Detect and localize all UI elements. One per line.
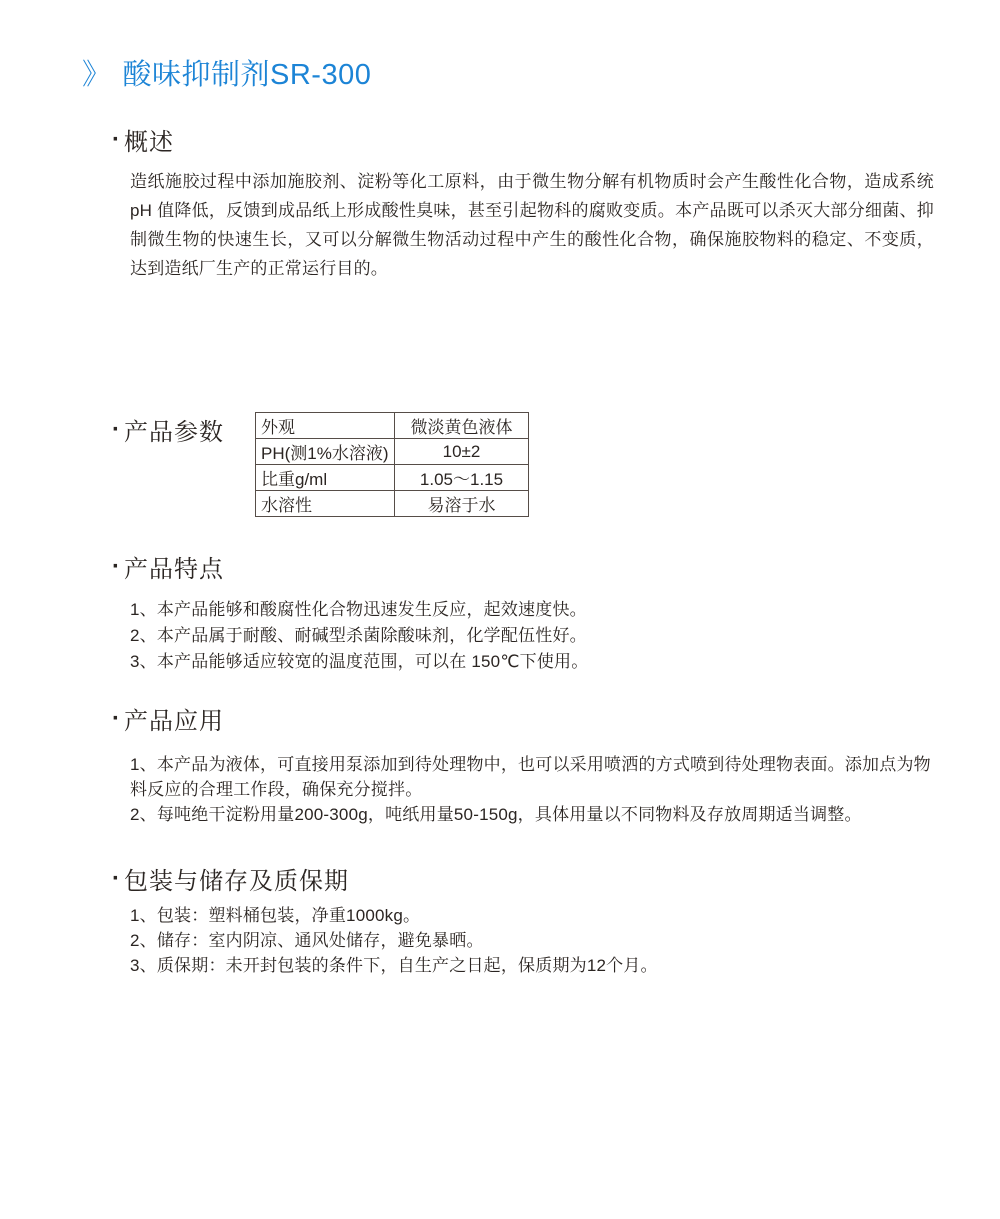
param-label: PH(测1%水溶液) (256, 439, 395, 465)
param-label: 水溶性 (256, 491, 395, 517)
list-item: 3、质保期：未开封包装的条件下，自生产之日起，保质期为12个月。 (130, 956, 658, 975)
list-item: 1、包装：塑料桶包装，净重1000kg。 (130, 906, 421, 925)
section-heading-features (112, 549, 224, 584)
bullet-dot-icon: · (112, 125, 121, 153)
section-heading-overview (112, 122, 174, 157)
bullet-dot-icon: · (112, 704, 121, 732)
section-heading-text: 产品参数 (124, 419, 224, 446)
table-row (256, 465, 529, 491)
double-angle-marker-icon: 》 (82, 59, 112, 91)
param-label: 比重g/ml (256, 465, 395, 491)
section-heading-parameters (112, 412, 224, 447)
list-item: 2、本产品属于耐酸、耐碱型杀菌除酸味剂，化学配伍性好。 (130, 626, 587, 645)
table-row (256, 439, 529, 465)
section-heading-text: 概述 (124, 129, 174, 156)
section-heading-text: 产品应用 (124, 708, 224, 735)
param-value: 易溶于水 (395, 491, 529, 517)
section-heading-packaging (112, 861, 349, 896)
list-item: 2、每吨绝干淀粉用量200-300g，吨纸用量50-150g，具体用量以不同物料及存放周期适当调整。 (130, 805, 862, 824)
page-title-text: 酸味抑制剂SR-300 (122, 59, 372, 91)
application-list (130, 752, 944, 827)
section-heading-text: 产品特点 (124, 556, 224, 583)
param-value: 微淡黄色液体 (395, 413, 529, 439)
list-item: 1、本产品能够和酸腐性化合物迅速发生反应，起效速度快。 (130, 600, 587, 619)
table-row (256, 491, 529, 517)
packaging-list (130, 903, 850, 978)
list-item: 1、本产品为液体，可直接用泵添加到待处理物中，也可以采用喷洒的方式喷到待处理物表面。添加点为物料反应的合理工作段，确保充分搅拌。 (130, 755, 931, 799)
bullet-dot-icon: · (112, 415, 121, 443)
bullet-dot-icon: · (112, 552, 121, 580)
features-list (130, 597, 696, 675)
param-label: 外观 (256, 413, 395, 439)
parameters-table (255, 412, 529, 517)
section-heading-application (112, 701, 224, 736)
list-item: 2、储存：室内阴凉、通风处储存，避免暴晒。 (130, 931, 484, 950)
page-title (82, 52, 371, 93)
bullet-dot-icon: · (112, 864, 121, 892)
param-value: 1.05～1.15 (395, 465, 529, 491)
list-item: 3、本产品能够适应较宽的温度范围，可以在 150℃下使用。 (130, 652, 589, 671)
overview-paragraph: 造纸施胶过程中添加施胶剂、淀粉等化工原料，由于微生物分解有机物质时会产生酸性化合物，造成系统pH 值降低，反馈到成品纸上形成酸性臭味，甚至引起物科的腐败变质。本产品既可以杀灭大部分细菌、抑制微生物的快速生长，又可以分解微生物活动过程中产生的酸性化合物，确保施胶物料的稳定、不变质，达到造纸厂生产的正常运行目的。 (130, 172, 934, 278)
table-row (256, 413, 529, 439)
param-value: 10±2 (395, 439, 529, 465)
section-heading-text: 包装与储存及质保期 (124, 868, 349, 895)
